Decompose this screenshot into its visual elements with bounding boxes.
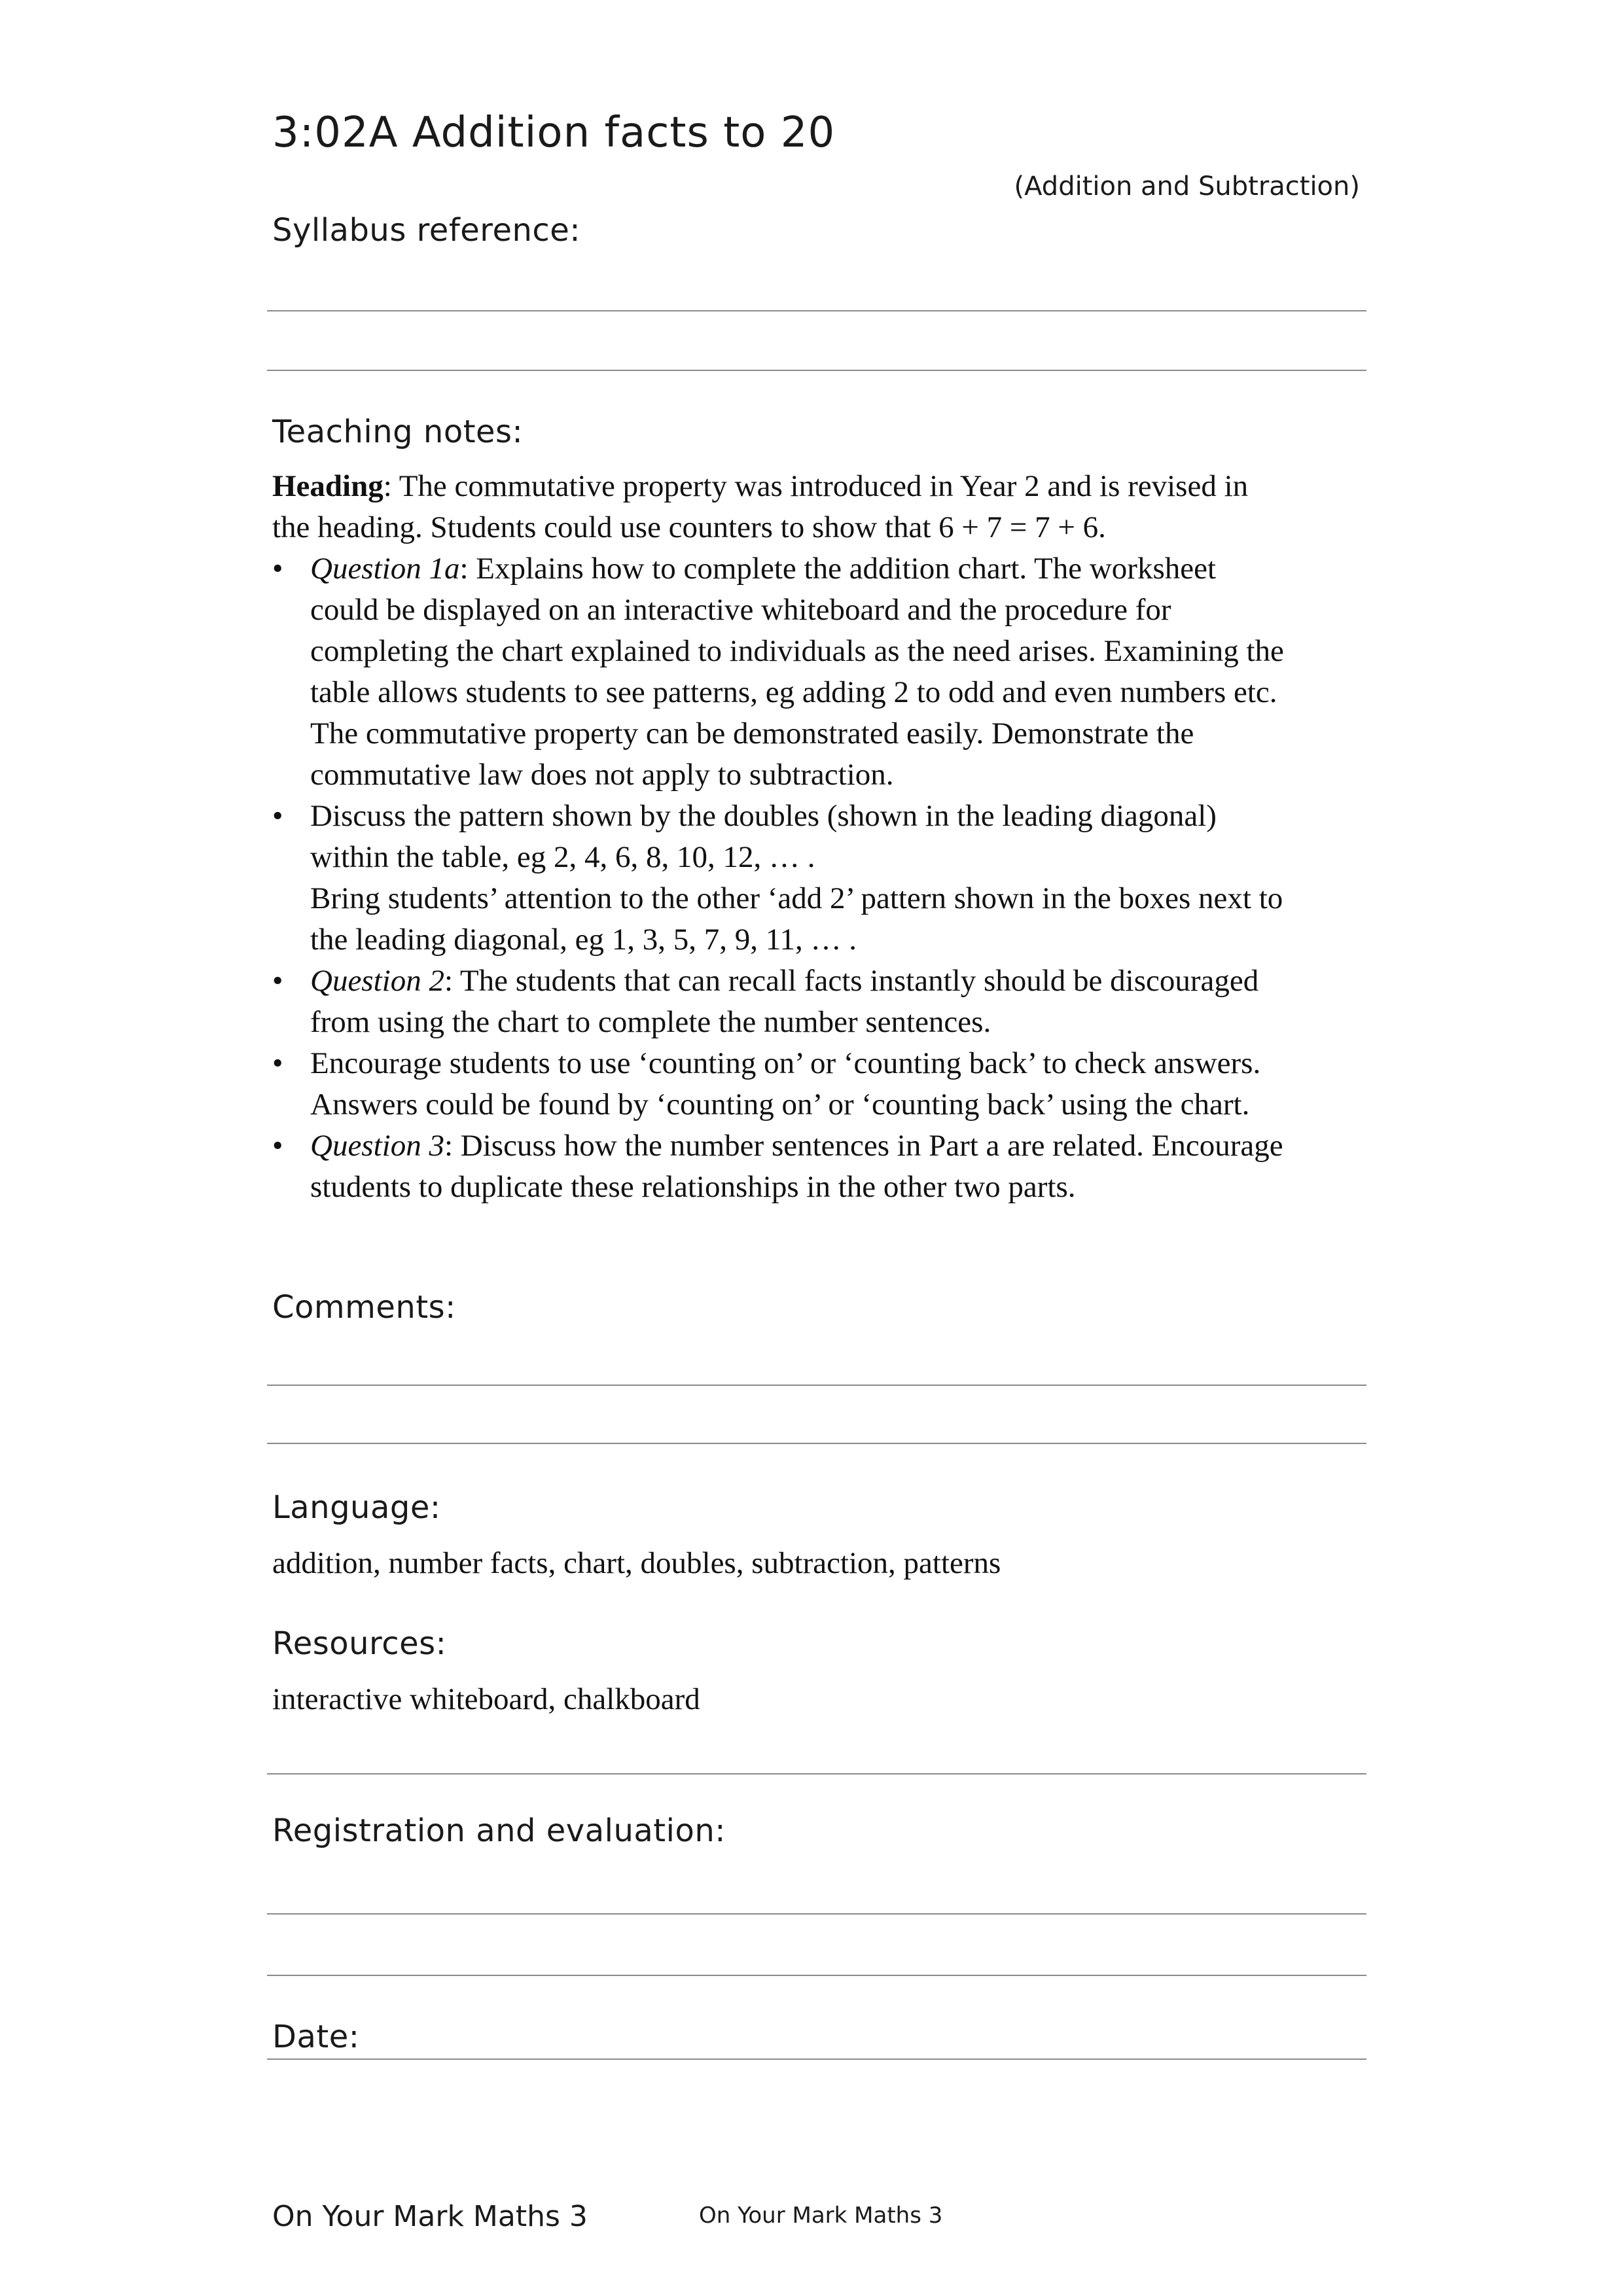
syllabus-line-2: [267, 370, 1366, 371]
footer-left: On Your Mark Maths 3: [272, 2200, 588, 2233]
footer-middle: On Your Mark Maths 3: [699, 2202, 943, 2229]
bullet-icon: •: [272, 552, 283, 586]
comments-line-2: [267, 1443, 1366, 1444]
note-line: Bring students’ attention to the other ‘add 2’ pattern shown in the boxes next to: [310, 881, 1283, 915]
question-term: Question 2: [310, 964, 444, 998]
note-line: within the table, eg 2, 4, 6, 8, 10, 12, … .: [310, 840, 815, 874]
comments-label: Comments:: [272, 1289, 456, 1326]
note-line: the leading diagonal, eg 1, 3, 5, 7, 9, 11, … .: [310, 923, 857, 957]
date-line: [267, 2058, 1366, 2060]
note-line: Discuss the pattern shown by the doubles (shown in the leading diagonal): [310, 799, 1217, 833]
syllabus-line-1: [267, 310, 1366, 311]
note-line: commutative law does not apply to subtraction.: [310, 758, 894, 792]
list-item: [272, 796, 1378, 961]
teaching-notes-body: [272, 466, 1378, 1208]
heading-note: [272, 466, 1378, 548]
bullet-icon: •: [272, 799, 283, 833]
page-title: 3:02A Addition facts to 20: [272, 109, 836, 157]
list-item: [272, 1043, 1378, 1125]
registration-line-2: [267, 1975, 1366, 1976]
note-line: Answers could be found by ‘counting on’ or ‘counting back’ using the chart.: [310, 1087, 1250, 1122]
resources-line: [267, 1773, 1366, 1775]
note-line: could be displayed on an interactive whiteboard and the procedure for: [310, 593, 1171, 627]
language-text: addition, number facts, chart, doubles, subtraction, patterns: [272, 1546, 1001, 1580]
heading-note-line-2: the heading. Students could use counters to show that 6 + 7 = 7 + 6.: [272, 510, 1106, 544]
note-line: completing the chart explained to individuals as the need arises. Examining the: [310, 634, 1284, 668]
comments-line-1: [267, 1385, 1366, 1386]
question-term: Question 3: [310, 1129, 444, 1163]
note-line: from using the chart to complete the number sentences.: [310, 1005, 991, 1039]
bullet-icon: •: [272, 964, 283, 998]
date-label: Date:: [272, 2019, 360, 2055]
note-line: The commutative property can be demonstrated easily. Demonstrate the: [310, 716, 1194, 751]
bullet-icon: •: [272, 1046, 283, 1080]
notes-list: [272, 548, 1378, 1208]
resources-text: interactive whiteboard, chalkboard: [272, 1682, 700, 1716]
note-line: Encourage students to use ‘counting on’ or ‘counting back’ to check answers.: [310, 1046, 1261, 1080]
registration-label: Registration and evaluation:: [272, 1812, 726, 1849]
heading-term: Heading: [272, 469, 383, 503]
note-line: : Discuss how the number sentences in Part a are related. Encourage: [444, 1129, 1283, 1163]
list-item: [272, 548, 1378, 796]
list-item: [272, 961, 1378, 1043]
bullet-icon: •: [272, 1129, 283, 1163]
note-line: : The students that can recall facts instantly should be discouraged: [444, 964, 1259, 998]
teaching-notes-label: Teaching notes:: [272, 414, 524, 450]
syllabus-label: Syllabus reference:: [272, 212, 580, 249]
registration-line-1: [267, 1913, 1366, 1915]
note-line: students to duplicate these relationships in the other two parts.: [310, 1170, 1076, 1204]
heading-note-line-1: : The commutative property was introduced in Year 2 and is revised in: [383, 469, 1249, 503]
note-line: table allows students to see patterns, eg adding 2 to odd and even numbers etc.: [310, 675, 1277, 709]
note-line: : Explains how to complete the addition chart. The worksheet: [459, 552, 1217, 586]
language-label: Language:: [272, 1489, 441, 1526]
topic-label: (Addition and Subtraction): [1014, 171, 1360, 202]
question-term: Question 1a: [310, 552, 460, 586]
resources-label: Resources:: [272, 1625, 447, 1662]
list-item: [272, 1125, 1378, 1208]
